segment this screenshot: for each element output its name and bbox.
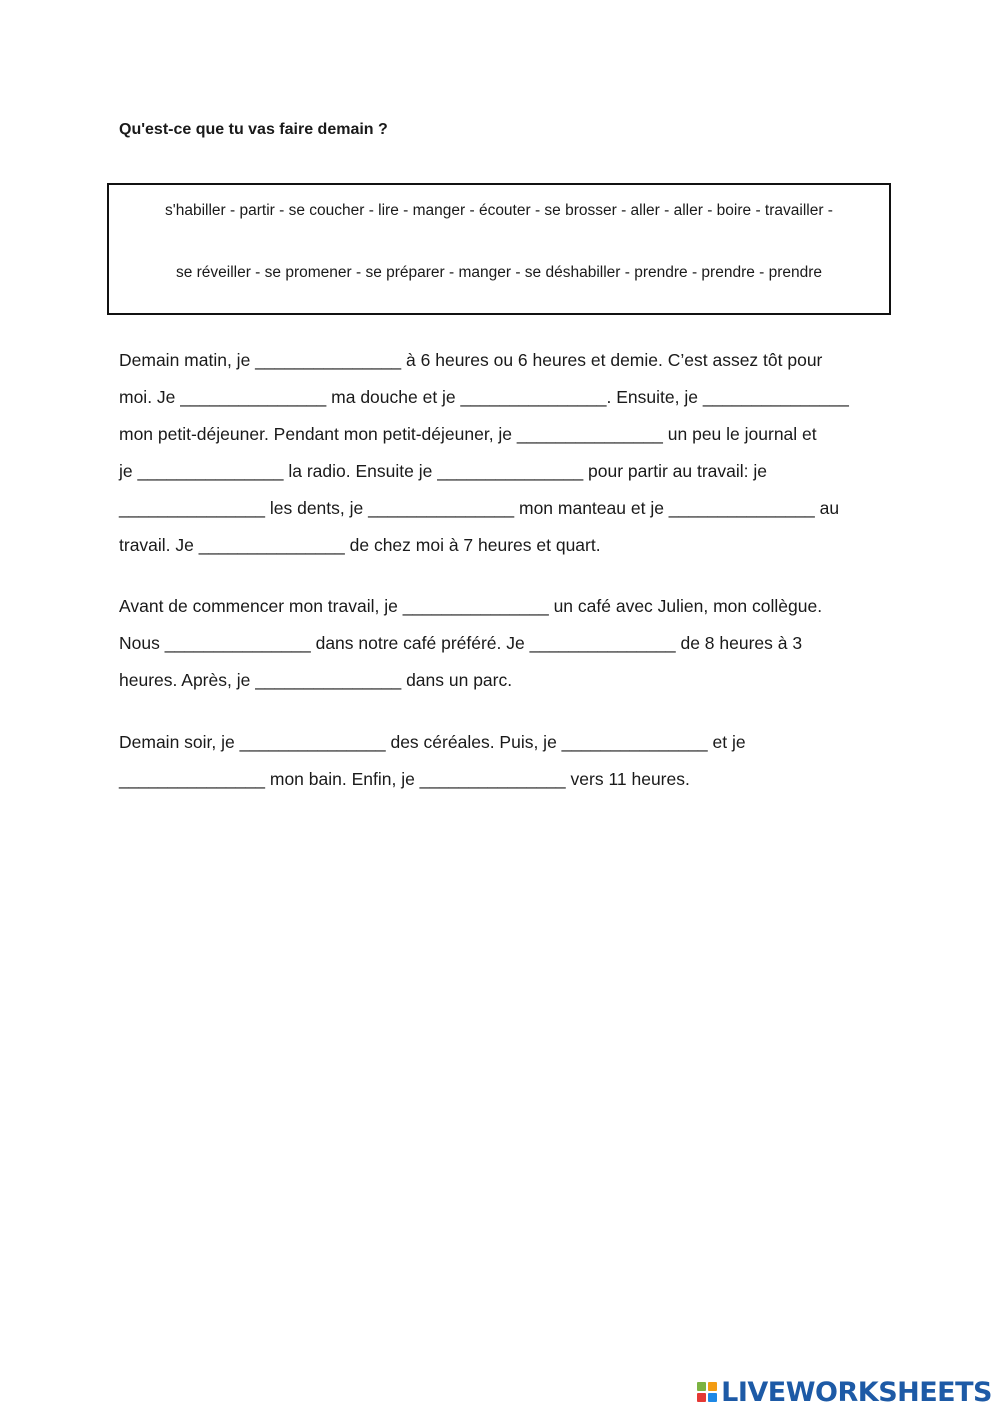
- sentence-text: un peu le journal et: [662, 424, 817, 444]
- answer-blank[interactable]: _______________: [255, 670, 402, 690]
- sentence-text: . Ensuite, je: [606, 387, 703, 407]
- sentence-text: les dents, je: [265, 498, 369, 518]
- sentence-text: un café avec Julien, mon collègue.: [548, 596, 823, 616]
- sentence-text: des céréales. Puis, je: [385, 732, 562, 752]
- answer-blank[interactable]: _______________: [419, 769, 566, 789]
- paragraph-work: [119, 588, 879, 699]
- answer-blank[interactable]: _______________: [402, 596, 549, 616]
- logo-tile: [697, 1393, 706, 1402]
- sentence-text: de 8 heures à 3: [675, 633, 803, 653]
- answer-blank[interactable]: _______________: [460, 387, 607, 407]
- answer-blank[interactable]: _______________: [198, 535, 345, 555]
- sentence-text: Demain soir, je: [119, 732, 240, 752]
- word-bank-line: se réveiller - se promener - se préparer - manger - se déshabiller - prendre - prendre - prendre: [175, 264, 823, 281]
- sentence-text: Avant de commencer mon travail, je: [119, 596, 403, 616]
- sentence-text: ma douche et je: [326, 387, 461, 407]
- text-line: [119, 416, 879, 453]
- sentence-text: mon bain. Enfin, je: [265, 769, 420, 789]
- paragraph-evening: [119, 724, 879, 798]
- sentence-text: à 6 heures ou 6 heures et demie. C’est assez tôt pour: [401, 350, 823, 370]
- worksheet-title: Qu'est-ce que tu vas faire demain ?: [119, 121, 388, 138]
- sentence-text: la radio. Ensuite je: [283, 461, 438, 481]
- sentence-text: travail. Je: [119, 535, 199, 555]
- answer-blank[interactable]: _______________: [239, 732, 386, 752]
- answer-blank[interactable]: _______________: [180, 387, 327, 407]
- text-line: [119, 724, 879, 761]
- logo-tile: [697, 1382, 706, 1391]
- text-line: [119, 625, 879, 662]
- answer-blank[interactable]: _______________: [668, 498, 815, 518]
- sentence-text: je: [119, 461, 138, 481]
- word-bank-line: s'habiller - partir - se coucher - lire - manger - écouter - se brosser - aller - aller - boire - travailler -: [165, 202, 833, 219]
- logo-tile: [708, 1382, 717, 1391]
- liveworksheets-branding: [697, 1377, 992, 1407]
- sentence-text: vers 11 heures.: [565, 769, 690, 789]
- answer-blank[interactable]: _______________: [255, 350, 402, 370]
- answer-blank[interactable]: _______________: [702, 387, 849, 407]
- answer-blank[interactable]: _______________: [137, 461, 284, 481]
- answer-blank[interactable]: _______________: [437, 461, 584, 481]
- sentence-text: dans notre café préféré. Je: [310, 633, 530, 653]
- text-line: [119, 588, 879, 625]
- text-line: [119, 490, 879, 527]
- sentence-text: au: [814, 498, 840, 518]
- text-line: [119, 662, 879, 699]
- sentence-text: et je: [707, 732, 746, 752]
- sentence-text: de chez moi à 7 heures et quart.: [344, 535, 601, 555]
- answer-blank[interactable]: _______________: [164, 633, 311, 653]
- sentence-text: mon manteau et je: [514, 498, 669, 518]
- sentence-text: moi. Je: [119, 387, 181, 407]
- answer-blank[interactable]: _______________: [516, 424, 663, 444]
- word-bank-box: [107, 183, 891, 315]
- sentence-text: pour partir au travail: je: [583, 461, 768, 481]
- paragraph-morning: [119, 342, 879, 564]
- text-line: [119, 342, 879, 379]
- logo-tile: [708, 1393, 717, 1402]
- text-line: [119, 761, 879, 798]
- answer-blank[interactable]: _______________: [119, 498, 265, 518]
- answer-blank[interactable]: _______________: [368, 498, 515, 518]
- answer-blank[interactable]: _______________: [561, 732, 708, 752]
- sentence-text: heures. Après, je: [119, 670, 256, 690]
- sentence-text: Nous: [119, 633, 165, 653]
- text-line: [119, 453, 879, 490]
- liveworksheets-logo-icon: [697, 1382, 717, 1402]
- liveworksheets-logo-text: LIVEWORKSHEETS: [721, 1376, 992, 1408]
- sentence-text: mon petit-déjeuner. Pendant mon petit-déjeuner, je: [119, 424, 517, 444]
- sentence-text: dans un parc.: [401, 670, 513, 690]
- answer-blank[interactable]: _______________: [119, 769, 265, 789]
- text-line: [119, 379, 879, 416]
- sentence-text: Demain matin, je: [119, 350, 256, 370]
- answer-blank[interactable]: _______________: [529, 633, 676, 653]
- text-line: [119, 527, 879, 564]
